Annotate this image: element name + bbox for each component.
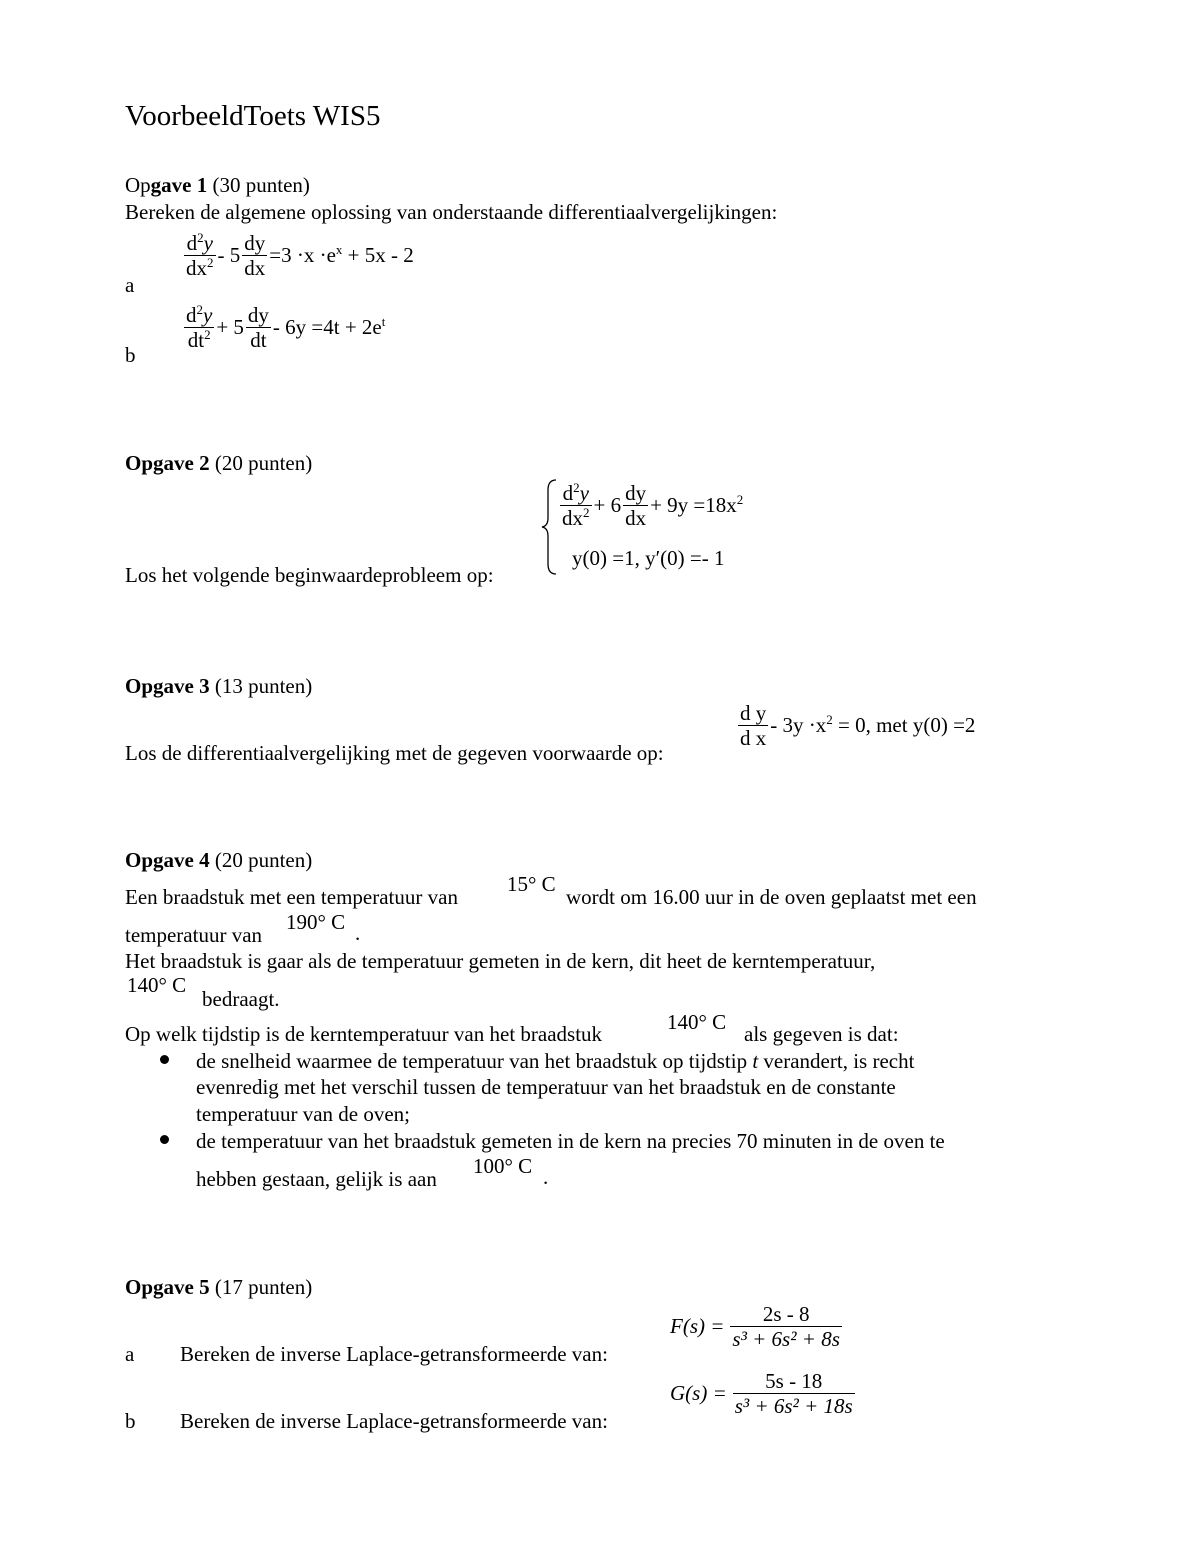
function-G: G(s) = xyxy=(670,1381,727,1405)
temperature-140-a: 140° C xyxy=(127,973,187,997)
fraction: $\frac{5s - 18}{\text{s³ + 6s² + 18s}}$ xyxy=(734,1369,853,1418)
opgave-1-heading xyxy=(125,172,310,198)
bullet-icon xyxy=(160,1135,169,1144)
opgave-5-points: (17 punten) xyxy=(209,1275,313,1299)
temperature-140-b: 140° C xyxy=(667,1010,727,1034)
opgave-3-points: (13 punten) xyxy=(209,674,313,698)
opgave-5a-label: a xyxy=(125,1342,135,1366)
opgave-5a-equation xyxy=(670,1303,844,1350)
opgave-4-points: (20 punten) xyxy=(209,848,313,872)
opgave-2-text: Los het volgende beginwaardeprobleem op: xyxy=(125,563,494,587)
opgave-5b-text: Bereken de inverse Laplace-getransformeerde van: xyxy=(180,1409,608,1433)
fraction: $\frac{d^2y}{dx^2}$ xyxy=(186,230,214,280)
rhs: + $9y =18x^2$ xyxy=(650,492,744,517)
opgave-4-line-5a: Op welk tijdstip is de kerntemperatuur van het braadstuk xyxy=(125,1022,603,1046)
opgave-4-bullet-1-line-3: temperatuur van de oven; xyxy=(196,1102,410,1126)
rhs: $=3 \cdot x \cdot e^x + 5x - 2$ xyxy=(269,242,414,267)
opgave-1b-label: b xyxy=(125,343,136,367)
temperature-100: 100° C xyxy=(473,1154,533,1178)
opgave-5-bold: Opgave 5 xyxy=(125,1275,210,1299)
opgave-4-line-2a: temperatuur van xyxy=(125,923,263,947)
opgave-1a-label: a xyxy=(125,273,135,297)
rhs: - $3y \cdot x^2 = 0$, met y(0) =2 xyxy=(770,712,976,737)
opgave-5a-text: Bereken de inverse Laplace-getransformeerde van: xyxy=(180,1342,608,1366)
fraction: $\frac{d^2y}{dx^2}$ xyxy=(562,480,590,530)
opgave-1-prefix: Op xyxy=(125,173,151,197)
bullet-icon xyxy=(160,1055,169,1064)
opgave-2-points: (20 punten) xyxy=(209,451,313,475)
document-title: VoorbeeldToets WIS5 xyxy=(125,100,381,132)
fraction: $\frac{dy}{dx}$ xyxy=(244,231,266,280)
opgave-2-bold: Opgave 2 xyxy=(125,451,210,475)
opgave-3-bold: Opgave 3 xyxy=(125,674,210,698)
fraction: $\frac{2s - 8}{\text{s³ + 6s² + 8s}}$ xyxy=(732,1302,840,1351)
opgave-4-line-5b: als gegeven is dat: xyxy=(744,1022,899,1046)
fraction: $\frac{dy}{dx}$ xyxy=(625,481,647,530)
opgave-1-intro: Bereken de algemene oplossing van onderstaande differentiaalvergelijkingen: xyxy=(125,200,778,224)
opgave-1b-equation xyxy=(182,304,385,351)
opgave-4-bullet-2-line-2a: hebben gestaan, gelijk is aan xyxy=(196,1167,437,1191)
opgave-5-heading xyxy=(125,1274,312,1300)
fraction: $\frac{\text{d y}}{\text{d x}}$ xyxy=(740,701,767,750)
opgave-4-line-4b: bedraagt. xyxy=(202,987,280,1011)
opgave-1-bold: gave 1 xyxy=(150,173,208,197)
opgave-5b-equation xyxy=(670,1370,857,1417)
opgave-3-text: Los de differentiaalvergelijking met de gegeven voorwaarde op: xyxy=(125,741,664,765)
temperature-190: 190° C xyxy=(286,910,346,934)
opgave-2-initial-conditions: y(0) =1, y′(0) =- 1 xyxy=(572,546,725,570)
fraction: $\frac{dy}{dt}$ xyxy=(247,303,269,352)
term: - 5 xyxy=(217,243,241,267)
term: + 6 xyxy=(593,493,622,517)
opgave-4-line-1a: Een braadstuk met een temperatuur van xyxy=(125,885,458,909)
fraction: $\frac{d^2y}{dt^2}$ xyxy=(186,302,213,352)
opgave-5b-label: b xyxy=(125,1409,136,1433)
opgave-4-line-1b: wordt om 16.00 uur in de oven geplaatst met een xyxy=(566,885,977,909)
temperature-15: 15° C xyxy=(507,872,556,896)
opgave-2-heading xyxy=(125,450,312,476)
opgave-1-points: (30 punten) xyxy=(207,173,310,197)
opgave-4-bullet-1-line-2: evenredig met het verschil tussen de temperatuur van het braadstuk en de constante xyxy=(196,1075,896,1099)
opgave-4-heading xyxy=(125,847,312,873)
opgave-3-equation xyxy=(736,702,975,749)
opgave-1a-equation xyxy=(182,232,414,279)
opgave-4-bullet-1-line-1: de snelheid waarmee de temperatuur van het braadstuk op tijdstip t verandert, is recht xyxy=(196,1049,915,1073)
opgave-3-heading xyxy=(125,673,312,699)
opgave-2-equation xyxy=(558,482,743,529)
opgave-4-bullet-2-line-2b: . xyxy=(543,1165,549,1189)
opgave-4-bullet-2-line-1: de temperatuur van het braadstuk gemeten in de kern na precies 70 minuten in de oven te xyxy=(196,1129,945,1153)
function-F: F(s) = xyxy=(670,1314,725,1338)
opgave-4-bold: Opgave 4 xyxy=(125,848,210,872)
opgave-4-line-3: Het braadstuk is gaar als de temperatuur gemeten in de kern, dit heet de kerntemperatuur, xyxy=(125,949,876,973)
opgave-4-line-2b: . xyxy=(355,921,361,945)
brace-icon xyxy=(540,478,560,576)
term: + 5 xyxy=(216,315,244,339)
rhs: - $6y =4t + 2e^t$ xyxy=(272,314,386,339)
